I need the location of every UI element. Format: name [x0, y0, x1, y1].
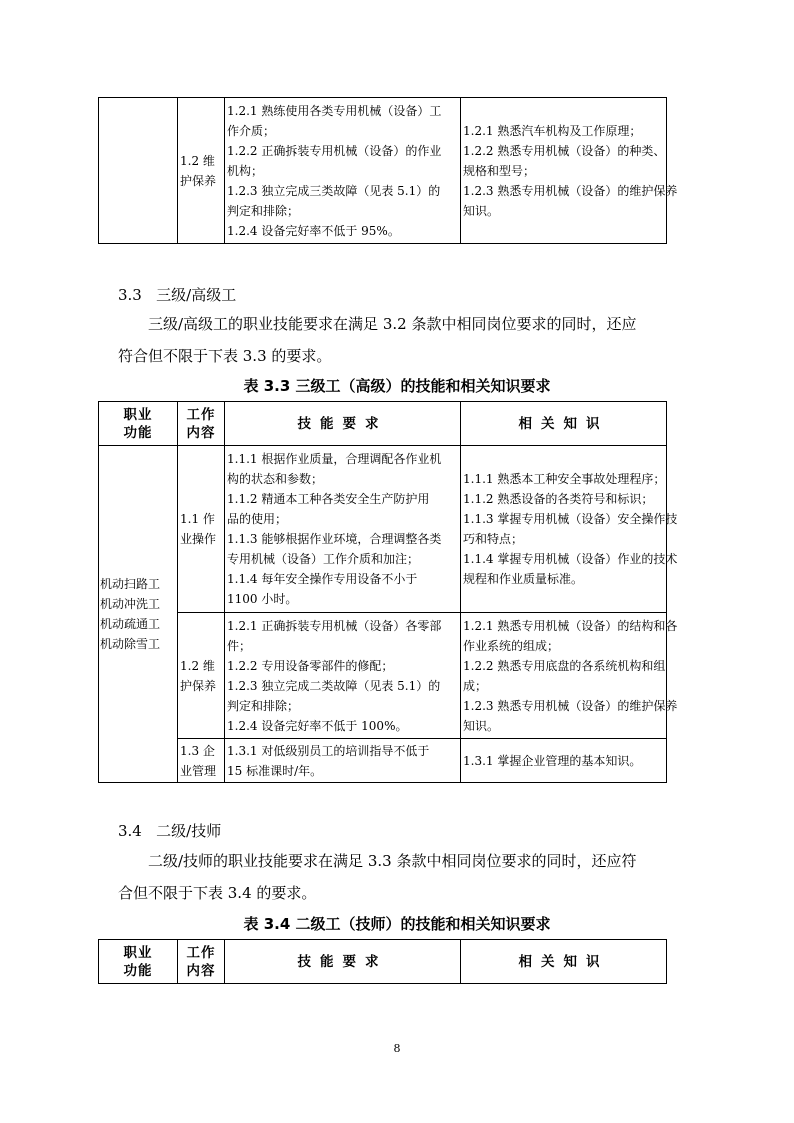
cell-line: 1.2.2 熟悉专用底盘的各系统机构和组 [463, 658, 666, 673]
header-skills: 技能要求 [225, 402, 461, 446]
work-content-cell [178, 613, 225, 739]
cell-line: 构的状态和参数； [227, 472, 324, 486]
cell-line: 业管理 [180, 763, 217, 778]
cell-line: 护保养 [180, 678, 217, 693]
cell-line: 1.2.1 熟悉汽车机构及工作原理； [463, 123, 642, 138]
knowledge-cell [461, 739, 667, 783]
table-caption-3-4: 表 3.4 二级工（技师）的技能和相关知识要求 [243, 915, 551, 933]
table-3-4 [98, 939, 667, 984]
header-line: 内容 [186, 424, 216, 441]
table-3-2-continued [98, 97, 678, 244]
cell-line: 巧和特点； [463, 532, 524, 546]
cell-line: 1.2 维 [180, 153, 215, 168]
paragraph-line: 符合但不限于下表 3.3 的要求。 [118, 347, 332, 365]
paragraph-line: 合但不限于下表 3.4 的要求。 [118, 884, 317, 902]
cell-line: 1.2.4 设备完好率不低于 95%。 [227, 223, 400, 238]
cell-line: 1.1.1 熟悉本工种安全事故处理程序； [463, 472, 666, 486]
cell-line: 机动冲洗工 [100, 597, 161, 611]
function-cell [99, 98, 178, 244]
header-line: 功能 [123, 962, 153, 979]
header-line: 内容 [186, 962, 216, 979]
header-knowledge: 相关知识 [461, 402, 667, 446]
cell-line: 判定和排除； [227, 698, 300, 713]
cell-line: 1.1.3 能够根据作业环境，合理调整各类 [227, 532, 442, 546]
page-number: 8 [393, 1042, 401, 1055]
header-function [99, 940, 178, 984]
cell-line: 1.2 维 [180, 658, 215, 673]
header-line: 工作 [186, 944, 216, 961]
section-heading-3-3 [118, 285, 236, 305]
cell-line: 件； [227, 638, 252, 653]
work-content-cell [178, 739, 225, 783]
cell-line: 1.2.2 专用设备零部件的修配； [227, 658, 394, 673]
work-content-cell [178, 446, 225, 613]
cell-line: 1.1.2 熟悉设备的各类符号和标识； [463, 492, 654, 506]
cell-line: 1.2.2 正确拆装专用机械（设备）的作业 [227, 143, 442, 158]
cell-line: 1.2.2 熟悉专用机械（设备）的种类、 [463, 143, 666, 158]
header-content [178, 940, 225, 984]
cell-line: 1.2.3 独立完成三类故障（见表 5.1）的 [227, 183, 441, 198]
header-line: 职业 [123, 406, 153, 423]
cell-line: 1.1 作 [180, 512, 215, 526]
cell-line: 判定和排除； [227, 203, 300, 218]
skills-cell [225, 98, 461, 244]
cell-line: 1.1.4 每年安全操作专用设备不小于 [227, 572, 418, 586]
cell-line: 1.3.1 掌握企业管理的基本知识。 [463, 753, 642, 768]
section-number: 3.3 [118, 286, 142, 304]
cell-line: 知识。 [463, 718, 500, 733]
cell-line: 成； [463, 678, 488, 693]
cell-line: 15 标准课时/年。 [227, 763, 323, 778]
header-content [178, 402, 225, 446]
cell-line: 专用机械（设备）工作介质和加注； [227, 552, 420, 566]
cell-line: 规程和作业质量标准。 [463, 572, 584, 586]
cell-line: 1.2.4 设备完好率不低于 100%。 [227, 718, 408, 733]
table-row [99, 739, 667, 783]
header-line: 功能 [123, 424, 153, 441]
cell-line: 护保养 [180, 173, 217, 188]
cell-line: 机动扫路工 [100, 577, 161, 591]
knowledge-cell [461, 98, 678, 244]
work-content-cell [178, 98, 225, 244]
cell-line: 作介质； [227, 123, 276, 138]
cell-line: 1.1.3 掌握专用机械（设备）安全操作技 [463, 512, 678, 526]
cell-line: 1.3.1 对低级别员工的培训指导不低于 [227, 743, 430, 758]
paragraph-line: 三级/高级工的职业技能要求在满足 3.2 条款中相同岗位要求的同时，还应 [148, 315, 637, 333]
cell-line: 知识。 [463, 203, 500, 218]
skills-cell [225, 613, 461, 739]
table-row [99, 446, 667, 613]
header-line: 职业 [123, 944, 153, 961]
cell-line: 1.2.1 熟悉专用机械（设备）的结构和各 [463, 618, 678, 633]
cell-line: 1.2.1 正确拆装专用机械（设备）各零部 [227, 618, 442, 633]
knowledge-cell [461, 446, 678, 613]
table-caption-3-3: 表 3.3 三级工（高级）的技能和相关知识要求 [243, 377, 551, 395]
cell-line: 规格和型号； [463, 163, 536, 178]
cell-line: 作业系统的组成； [463, 638, 560, 653]
cell-line: 1.2.3 熟悉专用机械（设备）的维护保养 [463, 183, 678, 198]
section-number: 3.4 [118, 822, 142, 840]
cell-line: 机构； [227, 163, 264, 178]
paragraph-line: 二级/技师的职业技能要求在满足 3.3 条款中相同岗位要求的同时，还应符 [148, 852, 637, 870]
header-function [99, 402, 178, 446]
cell-line: 机动除雪工 [100, 637, 161, 651]
header-line: 工作 [186, 406, 216, 423]
skills-cell [225, 739, 461, 783]
function-cell [99, 446, 178, 783]
table-3-3 [98, 401, 678, 783]
table-row [99, 98, 667, 244]
cell-line: 1.2.3 熟悉专用机械（设备）的维护保养 [463, 698, 678, 713]
cell-line: 机动疏通工 [100, 617, 161, 631]
cell-line: 1.1.2 精通本工种各类安全生产防护用 [227, 492, 430, 506]
cell-line: 1.3 企 [180, 743, 215, 758]
header-skills: 技能要求 [225, 940, 461, 984]
section-heading-3-4 [118, 821, 221, 841]
cell-line: 1.2.1 熟练使用各类专用机械（设备）工 [227, 103, 442, 118]
knowledge-cell [461, 613, 678, 739]
cell-line: 1100 小时。 [227, 592, 298, 606]
skills-cell [225, 446, 461, 613]
section-paragraph-3-4 [118, 845, 678, 909]
cell-line: 1.2.3 独立完成二类故障（见表 5.1）的 [227, 678, 441, 693]
cell-line: 1.1.1 根据作业质量，合理调配各作业机 [227, 452, 442, 466]
table-header-row [99, 402, 667, 446]
cell-line: 业操作 [180, 532, 217, 546]
cell-line: 1.1.4 掌握专用机械（设备）作业的技术 [463, 552, 678, 566]
section-title: 二级/技师 [156, 822, 222, 840]
section-paragraph-3-3 [118, 308, 678, 372]
table-row [99, 613, 667, 739]
table-header-row [99, 940, 667, 984]
header-knowledge: 相关知识 [461, 940, 667, 984]
cell-line: 品的使用； [227, 512, 288, 526]
section-title: 三级/高级工 [156, 286, 237, 304]
